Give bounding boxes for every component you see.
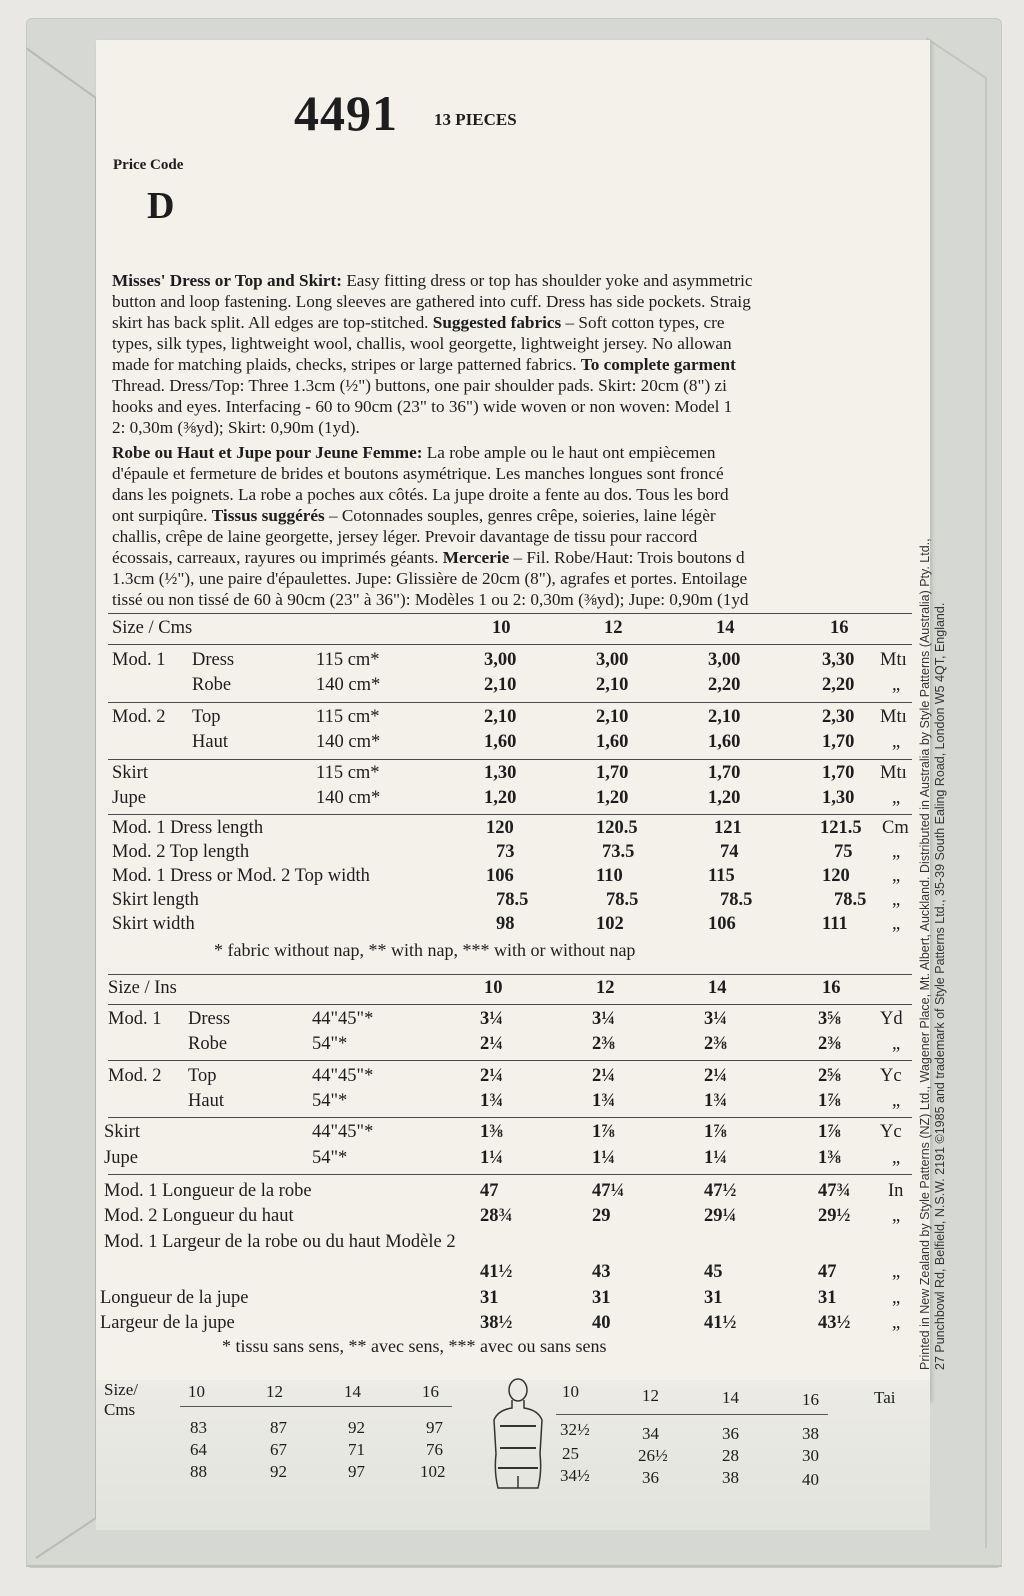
table-row: Mod. 1 Largeur de la robe ou du haut Modèle 2 bbox=[104, 1232, 456, 1252]
divider bbox=[108, 814, 912, 815]
printer-imprint: Printed in New Zealand by Style Patterns (NZ) Ltd., Wagener Place, Mt. Albert, Auckland. Distributed in Australia by Style Patterns (Australia) Pty. Ltd., 27 Punchbowl Rd, Belfield, N.S.W. 2191 ©1985 and trademark of Style Patterns Ltd., 35-39 South Ealing Road, London W5 4QT, England. bbox=[918, 538, 947, 1370]
divider bbox=[108, 974, 912, 975]
table-row: Mod. 2 Top length 73 73.5 74 75 „ bbox=[112, 842, 901, 862]
divider bbox=[108, 644, 912, 645]
description-french: Robe ou Haut et Jupe pour Jeune Femme: La robe ample ou le haut ont empiècemen d'épaule et fermeture de brides et boutons asymétrique. Les manches longues sont froncé dans les poignets. La robe a poches aux côtés. La jupe droite a fente au dos. Tous les bord ont surpiqûre. Tissus suggérés – Cotonnades souples, genres crêpe, soieries, laine légèr challis, crêpe de laine georgette, jersey léger. Prevoir davantage de tissu pour raccord écossais, carreaux, rayures ou imprimés géants. Mercerie – Fil. Robe/Haut: Trois boutons d 1.3cm (½"), une paire d'épaulettes. Jupe: Glissière de 20cm (8"), agrafes et portes. Entoilage tissé ou non tissé de 60 à 90cm (23" à 36"): Modèles 1 ou 2: 0,30m (⅜yd); Jupe: 0,90m (1yd bbox=[112, 443, 749, 609]
divider bbox=[108, 1174, 912, 1175]
table-row: Largeur de la jupe 38½ 40 41½ 43½ „ bbox=[100, 1313, 901, 1333]
table-row: Skirt 44"45"* 1⅜ 1⅞ 1⅞ 1⅞ Yc bbox=[104, 1122, 902, 1142]
cm-table-header: Size / Cms 10 12 14 16 bbox=[112, 618, 849, 638]
table-row: 41½ 43 45 47 „ bbox=[480, 1262, 901, 1282]
table-row: Jupe 140 cm* 1,20 1,20 1,20 1,30 „ bbox=[112, 788, 901, 808]
divider bbox=[180, 1406, 452, 1407]
table-row: Mod. 1 Longueur de la robe 47 47¼ 47½ 47¾ In bbox=[104, 1181, 904, 1201]
table-row: Robe 54"* 2¼ 2⅜ 2⅜ 2⅜ „ bbox=[188, 1034, 901, 1054]
body-chart-waist-label: Tai bbox=[874, 1388, 896, 1407]
table-row: Mod. 1 Dress or Mod. 2 Top width 106 110 115 120 „ bbox=[112, 866, 901, 886]
body-size-label: Size/ bbox=[104, 1380, 138, 1399]
cm-nap-note: * fabric without nap, ** with nap, *** with or without nap bbox=[214, 940, 636, 960]
table-row: Skirt width 98 102 106 111 „ bbox=[112, 914, 901, 934]
body-size-unit: Cms bbox=[104, 1400, 136, 1419]
in-table-header: Size / Ins 10 12 14 16 bbox=[108, 978, 841, 998]
price-code-label: Price Code bbox=[113, 157, 184, 173]
divider bbox=[108, 759, 912, 760]
divider bbox=[108, 1117, 912, 1118]
divider bbox=[556, 1414, 828, 1415]
body-figure-icon bbox=[486, 1376, 550, 1492]
table-row: Longueur de la jupe 31 31 31 31 „ bbox=[100, 1288, 901, 1308]
desc-en-title: Misses' Dress or Top and Skirt: bbox=[112, 271, 343, 290]
table-row: Skirt length 78.5 78.5 78.5 78.5 „ bbox=[112, 890, 901, 910]
divider bbox=[108, 1004, 912, 1005]
table-row: Haut 54"* 1¾ 1¾ 1¾ 1⅞ „ bbox=[188, 1091, 901, 1111]
divider bbox=[108, 613, 912, 614]
table-row: Mod. 1 Dress length 120 120.5 121 121.5 Cm bbox=[112, 818, 909, 838]
table-row: Mod. 1 Dress 115 cm* 3,00 3,00 3,00 3,30 Mtı bbox=[112, 650, 907, 670]
pieces-count: 13 PIECES bbox=[434, 110, 517, 129]
table-row: Mod. 2 Top 44"45"* 2¼ 2¼ 2¼ 2⅝ Yc bbox=[108, 1066, 902, 1086]
pattern-number: 4491 bbox=[294, 85, 398, 141]
table-row: Jupe 54"* 1¼ 1¼ 1¼ 1⅜ „ bbox=[104, 1148, 901, 1168]
table-row: Mod. 2 Longueur du haut 28¾ 29 29¼ 29½ „ bbox=[104, 1206, 901, 1226]
table-row: Skirt 115 cm* 1,30 1,70 1,70 1,70 Mtı bbox=[112, 763, 907, 783]
table-row: Mod. 2 Top 115 cm* 2,10 2,10 2,10 2,30 Mtı bbox=[112, 707, 907, 727]
divider bbox=[108, 1060, 912, 1061]
desc-fr-title: Robe ou Haut et Jupe pour Jeune Femme: bbox=[112, 443, 423, 462]
price-code: D bbox=[147, 185, 175, 227]
table-row: Robe 140 cm* 2,10 2,10 2,20 2,20 „ bbox=[192, 675, 901, 695]
table-row: Haut 140 cm* 1,60 1,60 1,60 1,70 „ bbox=[192, 732, 901, 752]
table-row: Mod. 1 Dress 44"45"* 3¼ 3¼ 3¼ 3⅝ Yd bbox=[108, 1009, 903, 1029]
divider bbox=[108, 702, 912, 703]
description-english: Misses' Dress or Top and Skirt: Easy fitting dress or top has shoulder yoke and asymmetric button and loop fastening. Long sleeves are gathered into cuff. Dress has side pockets. Straig skirt has back split. All edges are top-stitched. Suggested fabrics – Soft cotton types, cre types, silk types, lightweight wool, challis, wool georgette, lightweight jersey. No allowan made for matching plaids, checks, stripes or large patterned fabrics. To complete garment Thread. Dress/Top: Three 1.3cm (½") buttons, one pair shoulder pads. Skirt: 20cm (8") zi hooks and eyes. Interfacing - 60 to 90cm (23" to 36") wide woven or non woven: Model 1 2: 0,30m (⅜yd); Skirt: 0,90m (1yd). bbox=[112, 271, 753, 437]
in-nap-note: * tissu sans sens, ** avec sens, *** avec ou sans sens bbox=[222, 1336, 607, 1356]
